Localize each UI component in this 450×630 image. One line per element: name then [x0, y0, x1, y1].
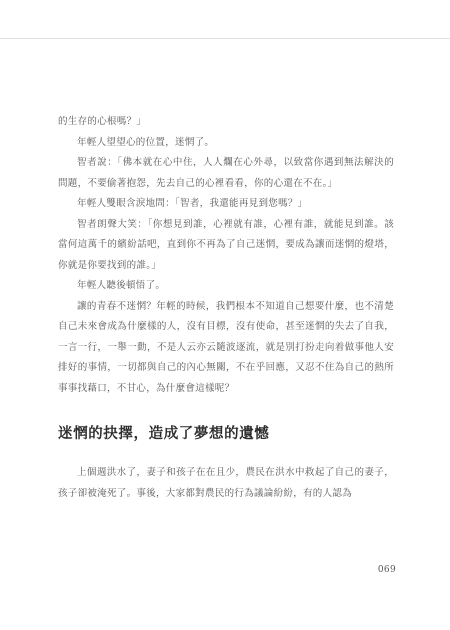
- paragraph: 年輕人雙眼含淚地問：「智者，我還能再見到您嗎？」: [77, 198, 308, 209]
- paragraph: 年輕人望望心的位置，迷惘了。: [77, 136, 215, 148]
- paragraph: 智者朗聲大笑：「你想見到誰，心裡就有誰，心裡有誰，就能見到誰。該當何這萬千的繽紛話吧，直到你不再為了自己迷惘，要成為讓而迷惘的燈塔，你就是你要找到的誰。」: [58, 218, 394, 271]
- header-rule: [0, 38, 450, 39]
- paragraph: 年輕人聽後頓悟了。: [77, 280, 166, 291]
- paragraph: 智者說：「佛本就在心中住，人人爛在心外尋，以致當你遇到無法解決的問題，不要偷著抱怨，先去自己的心裡看看，你的心還在不在。」: [58, 157, 394, 189]
- paragraph: 的生存的心根嗎？」: [58, 116, 147, 127]
- paragraph: 讓的青春不迷惘？年輕的時候，我們根本不知道自己想要什麼，也不清楚自己未來會成為什麼樣的人，沒有目標，沒有使命，甚至迷惘的失去了自我，一言一行，一舉一動，不是人云亦云隨波逐流，就是別打扮走向着做事他人安排好的事情，一切都與自己的內心無關，不在乎回應，又忍不住為自己的熱所事事找藉口，不甘心，為什麼會這樣呢？: [58, 300, 394, 394]
- paragraph: 上個週洪水了，妻子和孩子在在且少，農民在洪水中救起了自己的妻子，孩子卻被淹死了。事後，大家都對農民的行為議論紛紛，有的人認為: [58, 467, 394, 499]
- body-text: [58, 112, 394, 504]
- section-heading: 迷惘的抉擇，造成了夢想的遺憾: [58, 426, 270, 442]
- page-number: 069: [377, 565, 396, 575]
